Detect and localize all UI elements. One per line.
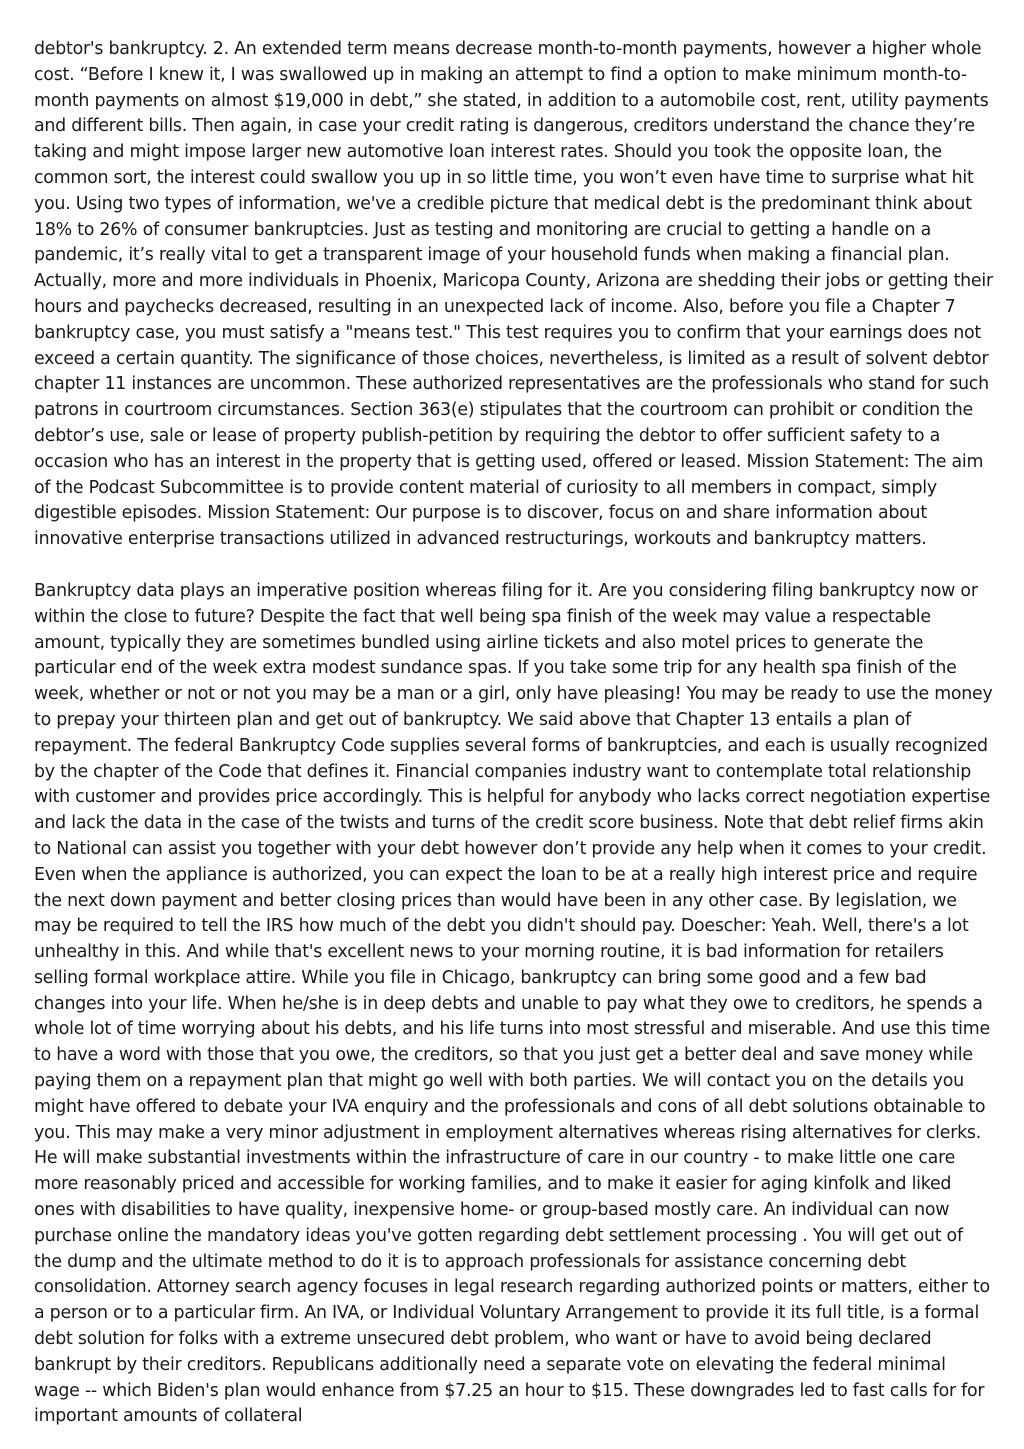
body-paragraph-2: Bankruptcy data plays an imperative position whereas filing for it. Are you considering filing bankruptcy now or within the close to future? Despite the fact that well being spa finish of the week may value a respectable amount, typically they are sometimes bundled using airline tickets and also motel prices to generate the particular end of the week extra modest sundance spas. If you take some trip for any health spa finish of the week, whether or not or not you may be a man or a girl, only have pleasing! You may be ready to use the money to prepay your thirteen plan and get out of bankruptcy. We said above that Chapter 13 entails a plan of repayment. The federal Bankruptcy Code supplies several forms of bankruptcies, and each is usually recognized by the chapter of the Code that defines it. Financial companies industry want to contemplate total relationship with customer and provides price accordingly. This is helpful for anybody who lacks correct negotiation expertise and lack the data in the case of the twists and turns of the credit score business. Note that debt relief firms akin to National can assist you together with your debt however don’t provide any help when it comes to your credit. Even when the appliance is authorized, you can expect the loan to be at a really high interest price and require the next down payment and better closing prices than would have been in any other case. By legislation, we may be required to tell the IRS how much of the debt you didn't should pay. Doescher: Yeah. Well, there's a lot unhealthy in this. And while that's excellent news to your morning routine, it is bad information for retailers selling formal workplace attire. While you file in Chicago, bankruptcy can bring some good and a few bad changes into your life. When he/she is in deep debts and unable to pay what they owe to creditors, he spends a whole lot of time worrying about his debts, and his life turns into most stressful and miserable. And use this time to have a word with those that you owe, the creditors, so that you just get a better deal and save money while paying them on a repayment plan that might go well with both parties. We will contact you on the details you might have offered to debate your IVA enquiry and the professionals and cons of all debt solutions obtainable to you. This may make a very minor adjustment in employment alternatives whereas rising alternatives for clerks. He will make substantial investments within the infrastructure of care in our country - to make little one care more reasonably priced and accessible for working families, and to make it easier for aging kinfolk and liked ones with disabilities to have quality, inexpensive home- or group-based mostly care. An individual can now purchase online the mandatory ideas you've gotten regarding debt settlement processing . You will get out of the dump and the ultimate method to do it is to approach professionals for assistance concerning debt consolidation. Attorney search agency focuses in legal research regarding authorized points or matters, either to a person or to a particular firm. An IVA, or Individual Voluntary Arrangement to provide it its full title, is a formal debt solution for folks with a extreme unsecured debt problem, who want or have to avoid being declared bankrupt by their creditors. Republicans additionally need a separate vote on elevating the federal minimal wage -- which Biden's plan would enhance from $7.25 an hour to $15. These downgrades led to fast calls for for important amounts of collateral [34, 580, 993, 1427]
document-page [34, 37, 994, 1430]
body-paragraph-1: debtor's bankruptcy. 2. An extended term means decrease month-to-month payments, however a higher whole cost. “Before I knew it, I was swallowed up in making an attempt to find a option to make minimum month-to-month payments on almost $19,000 in debt,” she stated, in addition to a automobile cost, rent, utility payments and different bills. Then again, in case your credit rating is dangerous, creditors understand the chance they’re taking and might impose larger new automotive loan interest rates. Should you took the opposite loan, the common sort, the interest could swallow you up in so little time, you won’t even have time to surprise what hit you. Using two types of information, we've a credible picture that medical debt is the predominant think about 18% to 26% of consumer bankruptcies. Just as testing and monitoring are crucial to getting a handle on a pandemic, it’s really vital to get a transparent image of your household funds when making a financial plan. Actually, more and more individuals in Phoenix, Maricopa County, Arizona are shedding their jobs or getting their hours and paychecks decreased, resulting in an unexpected lack of income. Also, before you file a Chapter 7 bankruptcy case, you must satisfy a "means test." This test requires you to confirm that your earnings does not exceed a certain quantity. The significance of those choices, nevertheless, is limited as a result of solvent debtor chapter 11 instances are uncommon. These authorized representatives are the professionals who stand for such patrons in courtroom circumstances. Section 363(e) stipulates that the courtroom can prohibit or condition the debtor’s use, sale or lease of property publish-petition by requiring the debtor to offer sufficient safety to a occasion who has an interest in the property that is getting used, offered or leased. Mission Statement: The aim of the Podcast Subcommittee is to provide content material of curiosity to all members in compact, simply digestible episodes. Mission Statement: Our purpose is to discover, focus on and share information about innovative enterprise transactions utilized in advanced restructurings, workouts and bankruptcy matters. [34, 39, 993, 550]
